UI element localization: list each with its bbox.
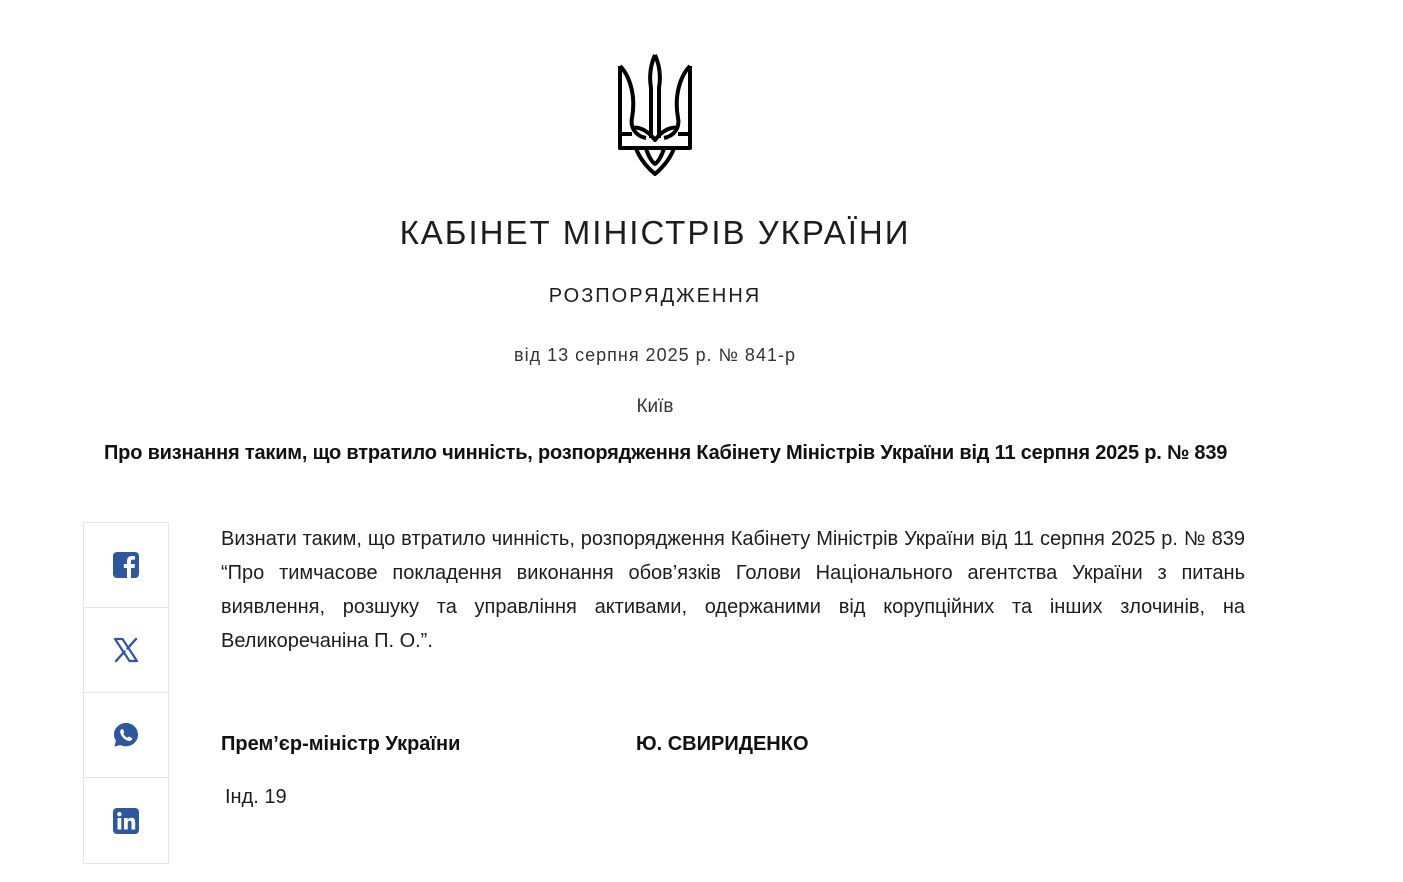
share-whatsapp-button[interactable] (84, 693, 168, 778)
document-title: Про визнання таким, що втратило чинність, розпорядження Кабінету Міністрів України від 11 серпня 2025 р. № 839 (104, 442, 1228, 464)
document-body: Визнати таким, що втратило чинність, розпорядження Кабінету Міністрів України від 11 серпня 2025 р. № 839 “Про тимчасове покладення виконання обов’язків Голови Національного агентства України з питань виявлення, розшуку та управління активами, одержаними від корупційних та інших злочинів, на Великоречаніна П. О.”. (221, 528, 1245, 652)
document-index: Інд. 19 (225, 786, 287, 808)
document-date-number: від 13 серпня 2025 р. № 841-р (514, 345, 796, 365)
issuer-name: КАБІНЕТ МІНІСТРІВ УКРАЇНИ (399, 214, 911, 251)
trident-icon (616, 52, 694, 178)
whatsapp-icon (112, 721, 140, 749)
share-facebook-button[interactable] (84, 523, 168, 608)
share-x-button[interactable] (84, 608, 168, 693)
linkedin-icon (112, 807, 140, 835)
document-place: Київ (636, 396, 674, 417)
document-type: РОЗПОРЯДЖЕННЯ (548, 285, 762, 307)
facebook-icon (112, 551, 140, 579)
share-panel (83, 522, 169, 864)
signatory-position: Прем’єр-міністр України (221, 733, 461, 755)
share-linkedin-button[interactable] (84, 778, 168, 863)
x-icon (112, 636, 140, 664)
signatory-name: Ю. СВИРИДЕНКО (636, 733, 809, 755)
